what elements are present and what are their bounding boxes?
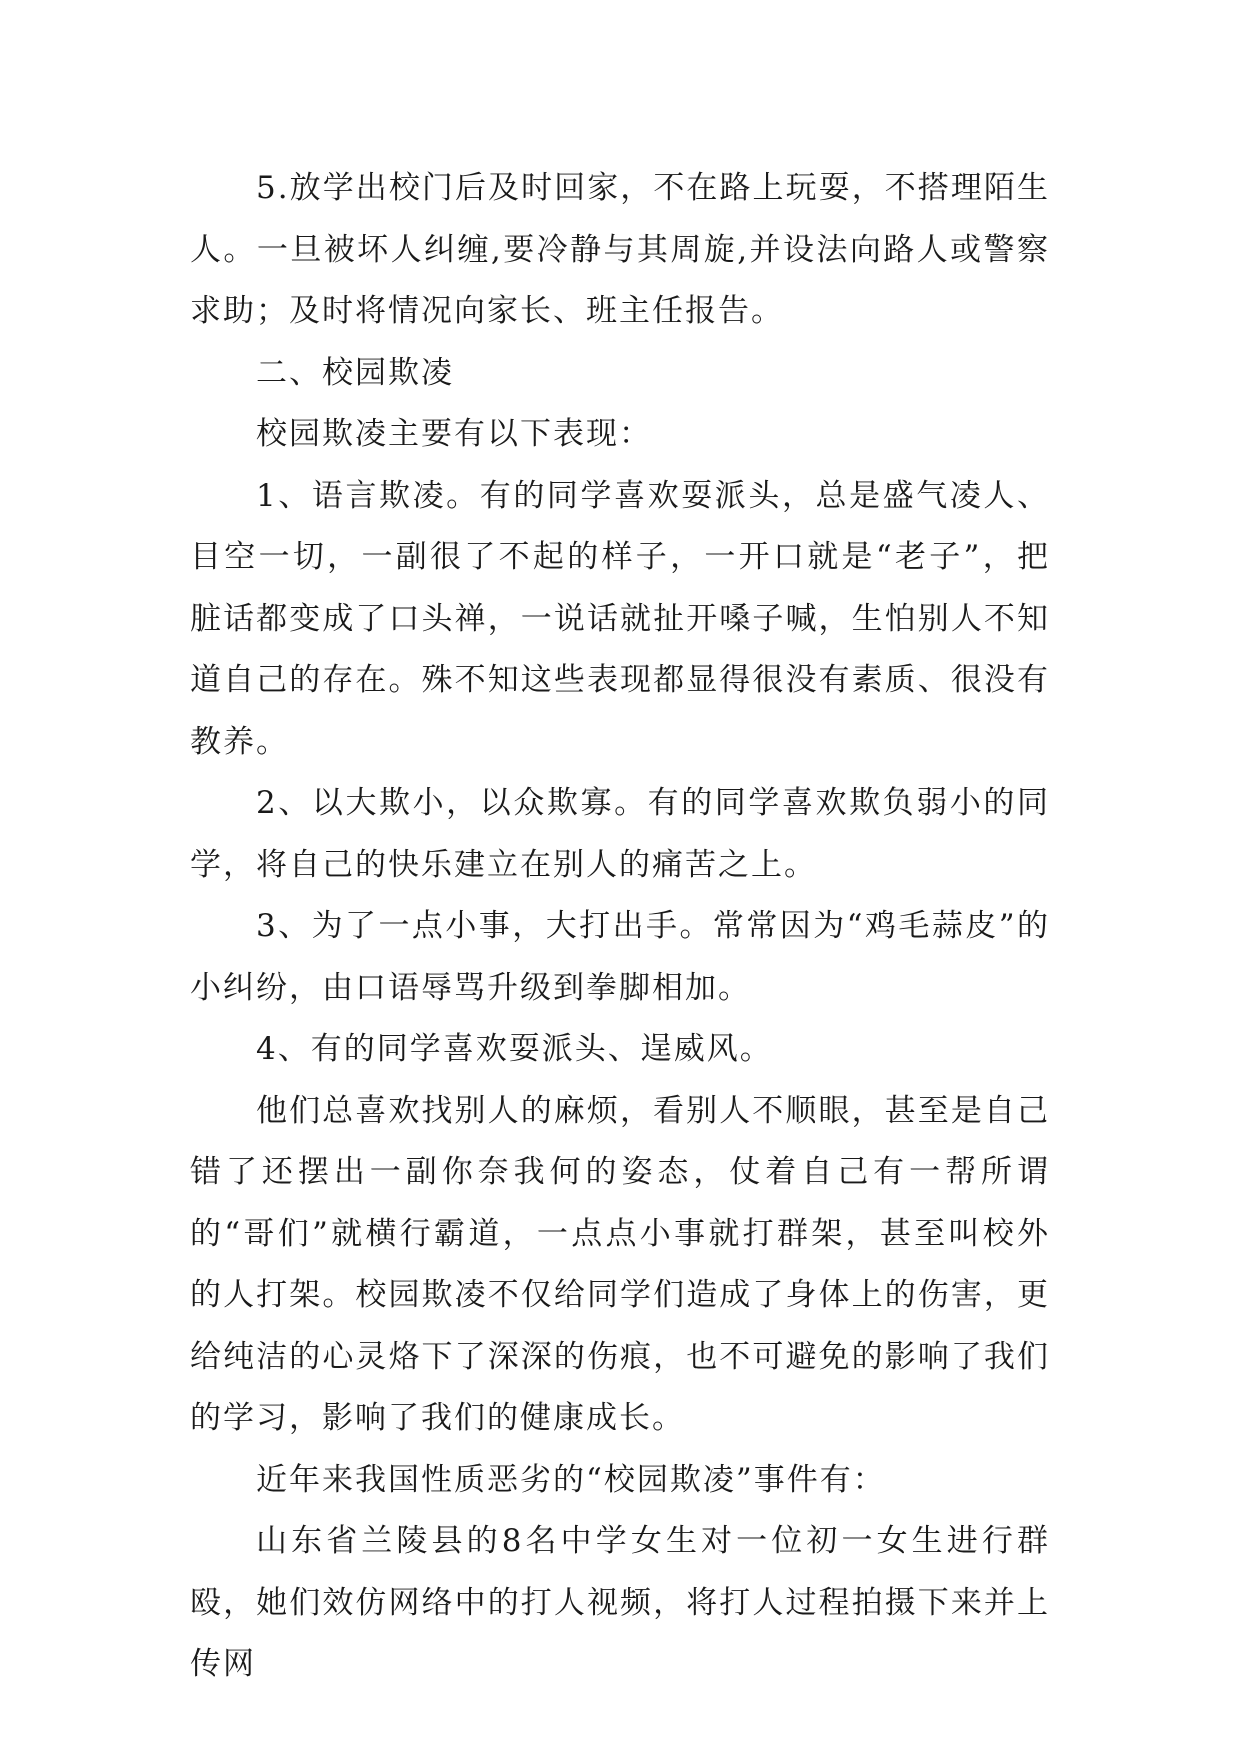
paragraph-incident-shandong: 山东省兰陵县的8名中学女生对一位初一女生进行群殴，她们效仿网络中的打人视频，将打人过程拍摄下来并上传网 xyxy=(190,1523,1050,1682)
section-heading-campus-bullying: 二、校园欺凌 xyxy=(256,354,454,391)
paragraph-bullying-intro: 校园欺凌主要有以下表现： xyxy=(256,416,652,452)
paragraph-bullying-item-1: 1、语言欺凌。有的同学喜欢耍派头，总是盛气凌人、目空一切，一副很了不起的样子，一开口就是“老子”，把脏话都变成了口头禅，一说话就扯开嗓子喊，生怕别人不知道自己的存在。殊不知这些表现都显得很没有素质、很没有教养。 xyxy=(190,477,1050,760)
paragraph-safety-item-5: 5.放学出校门后及时回家，不在路上玩耍，不搭理陌生人。一旦被坏人纠缠,要冷静与其周旋,并设法向路人或警察求助；及时将情况向家长、班主任报告。 xyxy=(190,170,1050,329)
paragraph-incidents-intro: 近年来我国性质恶劣的“校园欺凌”事件有： xyxy=(256,1461,886,1498)
paragraph-bullying-description: 他们总喜欢找别人的麻烦，看别人不顺眼，甚至是自己错了还摆出一副你奈我何的姿态，仗着自己有一帮所谓的“哥们”就横行霸道，一点点小事就打群架，甚至叫校外的人打架。校园欺凌不仅给同学们造成了身体上的伤害，更给纯洁的心灵烙下了深深的伤痕，也不可避免的影响了我们的学习，影响了我们的健康成长。 xyxy=(190,1092,1050,1436)
paragraph-bullying-item-3: 3、为了一点小事，大打出手。常常因为“鸡毛蒜皮”的小纠纷，由口语辱骂升级到拳脚相加。 xyxy=(190,908,1050,1006)
paragraph-bullying-item-2: 2、以大欺小，以众欺寡。有的同学喜欢欺负弱小的同学，将自己的快乐建立在别人的痛苦之上。 xyxy=(190,785,1050,883)
document-body xyxy=(190,158,1050,1696)
paragraph-bullying-item-4: 4、有的同学喜欢耍派头、逞威风。 xyxy=(256,1031,773,1067)
